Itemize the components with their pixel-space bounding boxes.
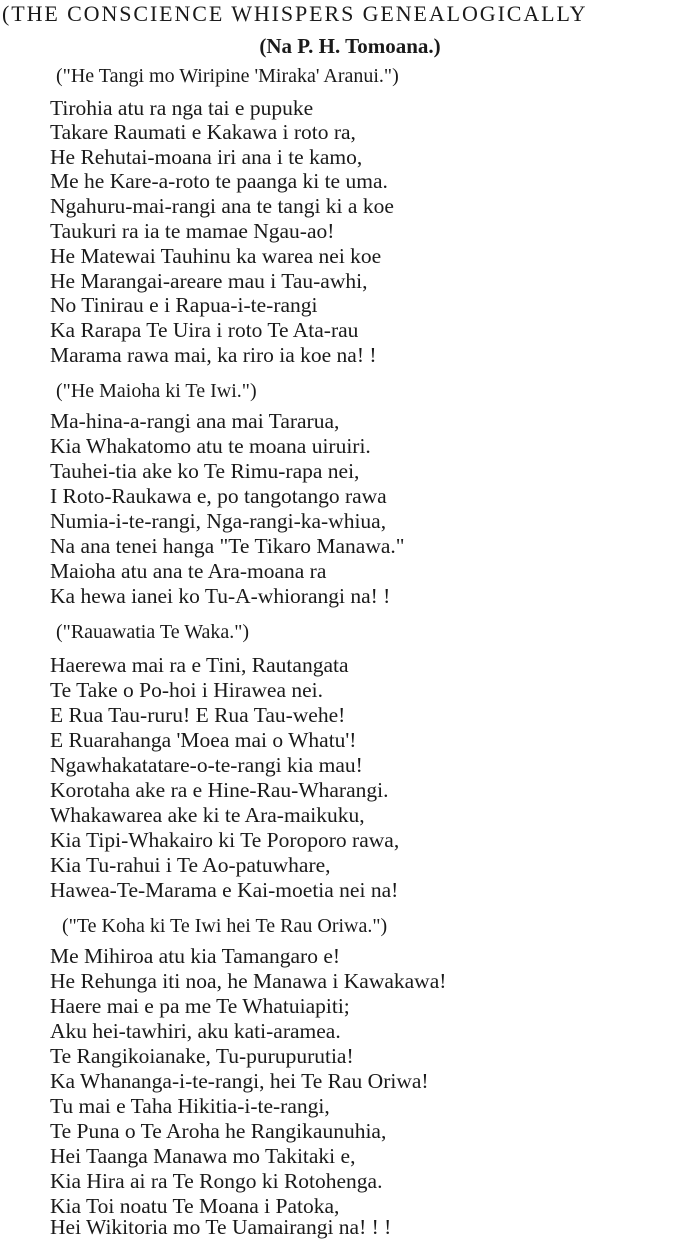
- verse-line: Kia Whakatomo atu te moana uiruiri.: [50, 434, 371, 458]
- verse-line: Taukuri ra ia te mamae Ngau-ao!: [50, 219, 335, 243]
- verse-line: Haerewa mai ra e Tini, Rautangata: [50, 653, 349, 677]
- verse-line: Kia Tu-rahui i Te Ao-patuwhare,: [50, 853, 331, 877]
- verse-line: Me he Kare-a-roto te paanga ki te uma.: [50, 169, 388, 193]
- verse-line: Tu mai e Taha Hikitia-i-te-rangi,: [50, 1094, 330, 1118]
- verse-line: No Tinirau e i Rapua-i-te-rangi: [50, 293, 318, 317]
- verse-line: Ngahuru-mai-rangi ana te tangi ki a koe: [50, 194, 394, 218]
- verse-line: Takare Raumati e Kakawa i roto ra,: [50, 120, 356, 144]
- verse-line: Tirohia atu ra nga tai e pupuke: [50, 96, 314, 120]
- verse-line: Numia-i-te-rangi, Nga-rangi-ka-whiua,: [50, 509, 387, 533]
- verse-line: Whakawarea ake ki te Ara-maikuku,: [50, 803, 365, 827]
- section-heading: ("He Tangi mo Wiripine 'Miraka' Aranui."): [56, 65, 399, 87]
- verse-line: Tauhei-tia ake ko Te Rimu-rapa nei,: [50, 459, 360, 483]
- verse-line: Haere mai e pa me Te Whatuiapiti;: [50, 994, 350, 1018]
- verse-line: Me Mihiroa atu kia Tamangaro e!: [50, 944, 341, 968]
- verse-line: Ma-hina-a-rangi ana mai Tararua,: [50, 409, 340, 433]
- verse-line: He Rehutai-moana iri ana i te kamo,: [50, 145, 363, 169]
- verse-line: E Rua Tau-ruru! E Rua Tau-wehe!: [50, 703, 346, 727]
- verse-line: Te Take o Po-hoi i Hirawea nei.: [50, 678, 324, 702]
- verse-line: Na ana tenei hanga "Te Tikaro Manawa.": [50, 534, 405, 558]
- verse-line: Ngawhakatatare-o-te-rangi kia mau!: [50, 753, 363, 777]
- verse-line: Kia Tipi-Whakairo ki Te Poroporo rawa,: [50, 828, 400, 852]
- verse-line: He Rehunga iti noa, he Manawa i Kawakawa!: [50, 969, 447, 993]
- verse-line: Aku hei-tawhiri, aku kati-aramea.: [50, 1019, 341, 1043]
- verse-line: Marama rawa mai, ka riro ia koe na! !: [50, 343, 377, 367]
- verse-line: He Marangai-areare mau i Tau-awhi,: [50, 269, 368, 293]
- verse-line: Kia Hira ai ra Te Rongo ki Rotohenga.: [50, 1169, 383, 1193]
- section-heading: ("He Maioha ki Te Iwi."): [56, 380, 257, 402]
- verse-line: Ka Whananga-i-te-rangi, hei Te Rau Oriwa!: [50, 1069, 429, 1093]
- verse-line: Hei Wikitoria mo Te Uamairangi na! ! !: [50, 1215, 392, 1239]
- verse-line: Korotaha ake ra e Hine-Rau-Wharangi.: [50, 778, 389, 802]
- document-title: (THE CONSCIENCE WHISPERS GENEALOGICALLY: [2, 1, 588, 26]
- verse-line: Hei Taanga Manawa mo Takitaki e,: [50, 1144, 356, 1168]
- verse-line: Maioha atu ana te Ara-moana ra: [50, 559, 327, 583]
- verse-line: Ka Rarapa Te Uira i roto Te Ata-rau: [50, 318, 359, 342]
- verse-line: Kia Toi noatu Te Moana i Patoka,: [50, 1194, 340, 1218]
- verse-line: Te Rangikoianake, Tu-purupurutia!: [50, 1044, 354, 1068]
- section-heading: ("Rauawatia Te Waka."): [56, 621, 250, 643]
- verse-line: I Roto-Raukawa e, po tangotango rawa: [50, 484, 387, 508]
- verse-line: Te Puna o Te Aroha he Rangikaunuhia,: [50, 1119, 387, 1143]
- author-byline: (Na P. H. Tomoana.): [259, 34, 441, 58]
- verse-line: He Matewai Tauhinu ka warea nei koe: [50, 244, 382, 268]
- verse-line: Hawea-Te-Marama e Kai-moetia nei na!: [50, 878, 399, 902]
- verse-line: E Ruarahanga 'Moea mai o Whatu'!: [50, 728, 357, 752]
- verse-line: Ka hewa ianei ko Tu-A-whiorangi na! !: [50, 584, 391, 608]
- section-heading: ("Te Koha ki Te Iwi hei Te Rau Oriwa."): [62, 915, 388, 937]
